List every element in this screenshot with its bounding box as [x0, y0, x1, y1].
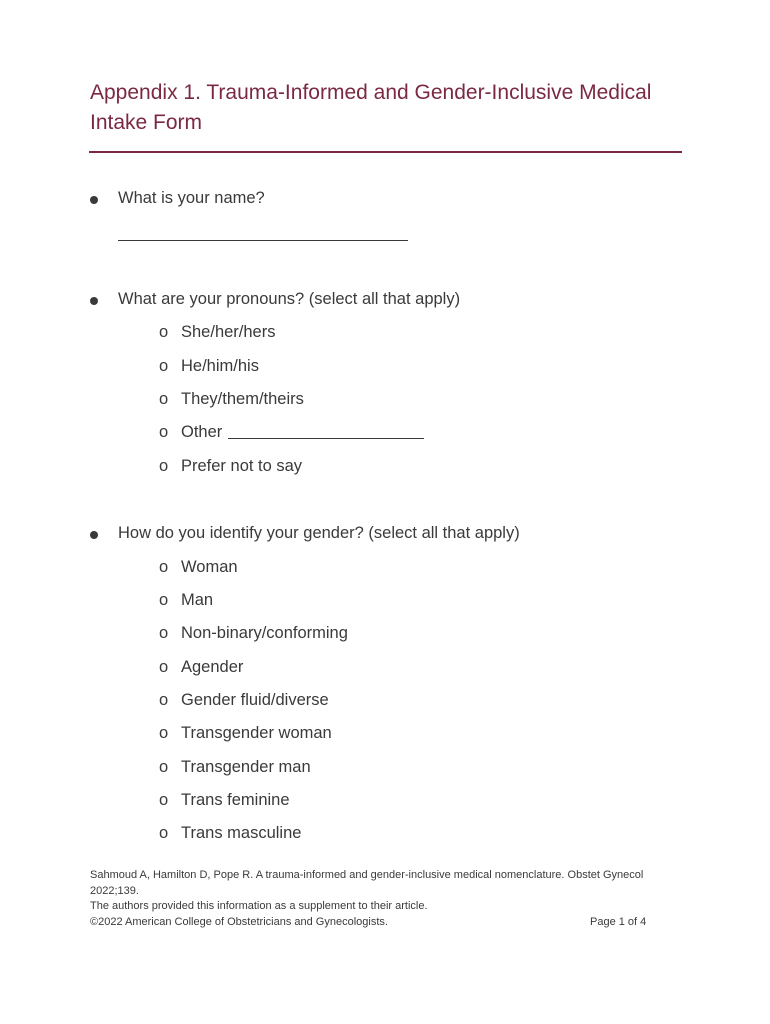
option-gender[interactable]: o Woman: [159, 558, 238, 576]
option-marker-icon: o: [159, 658, 169, 676]
option-marker-icon: o: [159, 591, 169, 609]
option-gender[interactable]: o Trans feminine: [159, 791, 290, 809]
footer-note: The authors provided this information as a supplement to their article.: [90, 900, 428, 912]
option-gender[interactable]: o Non-binary/conforming: [159, 624, 348, 642]
option-marker-icon: o: [159, 624, 169, 642]
bullet-icon: [90, 531, 98, 539]
footer-copyright: ©2022 American College of Obstetricians and Gynecologists.: [90, 915, 388, 928]
form-title: Appendix 1. Trauma-Informed and Gender-Inclusive Medical Intake Form: [90, 81, 652, 134]
option-marker-icon: o: [159, 758, 169, 776]
option-marker-icon: o: [159, 323, 169, 341]
question-pronouns: What are your pronouns? (select all that apply): [118, 290, 461, 308]
option-pronoun-other[interactable]: o Other: [159, 423, 424, 442]
option-marker-icon: o: [159, 457, 169, 475]
title-divider: [89, 151, 682, 153]
option-gender[interactable]: o Transgender man: [159, 758, 311, 776]
option-marker-icon: o: [159, 791, 169, 809]
option-gender[interactable]: o Agender: [159, 658, 244, 676]
option-gender[interactable]: o Trans masculine: [159, 824, 302, 842]
bullet-icon: [90, 297, 98, 305]
option-marker-icon: o: [159, 390, 169, 408]
option-marker-icon: o: [159, 423, 169, 441]
option-gender[interactable]: o Man: [159, 591, 214, 609]
option-marker-icon: o: [159, 691, 169, 709]
option-marker-icon: o: [159, 558, 169, 576]
option-pronoun[interactable]: o They/them/theirs: [159, 390, 304, 408]
other-pronoun-field[interactable]: [228, 437, 424, 439]
option-marker-icon: o: [159, 357, 169, 375]
name-field[interactable]: [118, 240, 408, 241]
option-pronoun[interactable]: o He/him/his: [159, 357, 259, 375]
footer-citation: Sahmoud A, Hamilton D, Pope R. A trauma-informed and gender-inclusive medical nomenclature. Obstet Gynecol 2022;139.: [90, 869, 644, 897]
option-pronoun[interactable]: o She/her/hers: [159, 323, 276, 341]
bullet-icon: [90, 196, 98, 204]
page-number: Page 1 of 4: [590, 916, 647, 928]
question-name: What is your name?: [118, 189, 265, 207]
option-gender[interactable]: o Transgender woman: [159, 724, 332, 742]
question-gender: How do you identify your gender? (select all that apply): [118, 524, 520, 542]
option-pronoun[interactable]: o Prefer not to say: [159, 457, 303, 475]
option-marker-icon: o: [159, 724, 169, 742]
option-marker-icon: o: [159, 824, 169, 842]
option-gender[interactable]: o Gender fluid/diverse: [159, 691, 329, 709]
